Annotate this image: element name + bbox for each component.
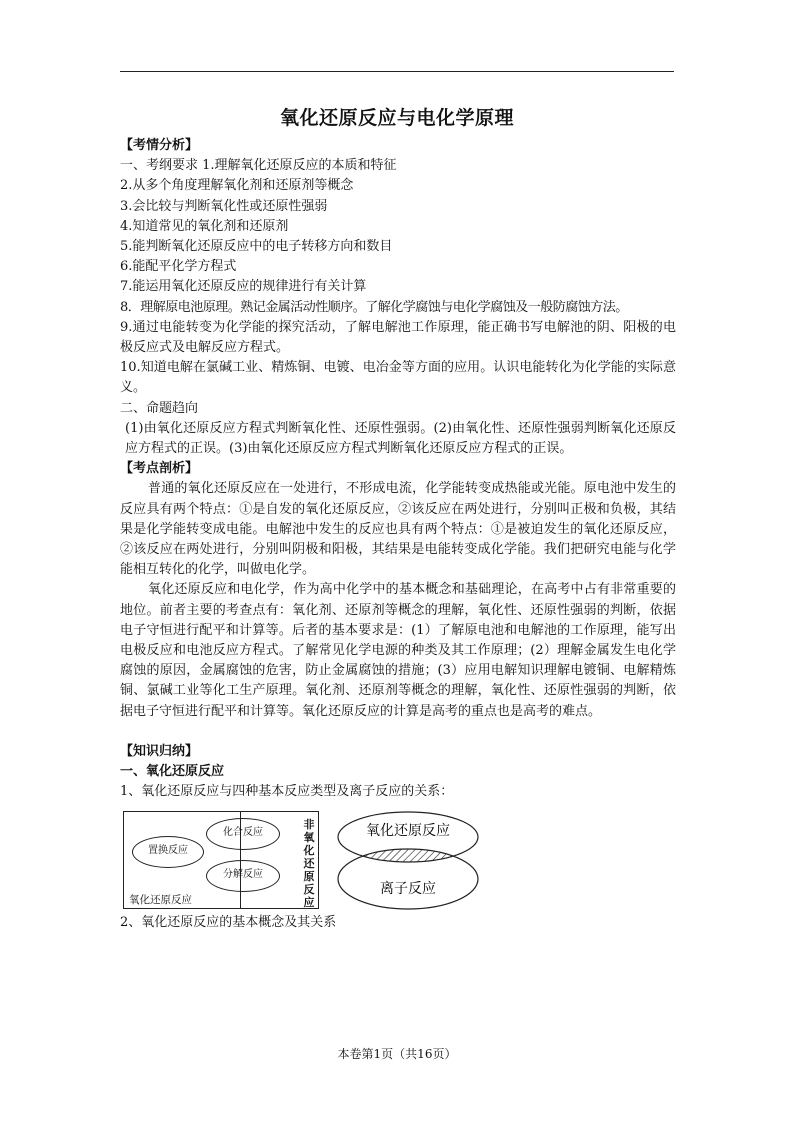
outline-item: 7.能运用氧化还原反应的规律进行有关计算: [120, 279, 367, 295]
relation-caption: 1、氧化还原反应与四种基本反应类型及离子反应的关系：: [120, 784, 454, 800]
page-title: 氧化还原反应与电化学原理: [279, 107, 514, 129]
non-redox-label: 非氧化还原反应: [303, 817, 315, 909]
combination-label: 化合反应: [223, 827, 263, 839]
outline-item: 6.能配平化学方程式: [120, 259, 237, 275]
decomposition-ellipse: [206, 860, 280, 892]
outline-item: 4.知道常见的氧化剂和还原剂: [120, 218, 289, 234]
points-paragraph-1: 普通的氧化还原反应在一处进行，不形成电流，化学能转变成热能或光能。原电池中发生的反应具有两个特点：①是自发的氧化还原反应，②该反应在两处进行，分别叫正极和负极，其结果是化学能转变成电能。电解池中发生的反应也具有两个特点：①是被迫发生的氧化还原反应，②该反应在两处进行，分别叫阴极和阳极，其结果是电能转变成化学能。我们把研究电能与化学能相互转化的化学，叫做电化学。: [120, 481, 676, 578]
outline-item: 一、考纲要求 1.理解氧化还原反应的本质和特征: [120, 158, 397, 174]
displacement-label: 置换反应: [148, 845, 188, 857]
points-paragraph-2: 氧化还原反应和电化学，作为高中化学中的基本概念和基础理论，在高考中占有非常重要的地位。前者主要的考查点有：氧化剂、还原剂等概念的理解，氧化性、还原性强弱的判断，依据电子守恒进行配平和计算等。后者的基本要求是：(1）了解原电池和电解池的工作原理，能写出电极反应和电池反应方程式。了解常见化学电源的种类及其工作原理；(2）理解金属发生电化学腐蚀的原因，金属腐蚀的危害，防止金属腐蚀的措施；(3）应用电解知识理解电镀铜、电解精炼铜、氯碱工业等化工生产原理。氧化剂、还原剂等概念的理解，氧化性、还原性强弱的判断，依据电子守恒进行配平和计算等。氧化还原反应的计算是高考的重点也是高考的难点。: [120, 582, 676, 719]
outline-list: [120, 156, 676, 297]
header-rule: [120, 71, 674, 72]
outline-item: 3.会比较与判断氧化性或还原性强弱: [120, 198, 328, 214]
trend-text: (1)由氧化还原反应方程式判断氧化性、还原性强弱。(2)由氧化性、还原性强弱判断氧化还原反应方程式的正误。(3)由氧化还原反应方程式判断氧化还原反应方程式的正误。: [125, 420, 676, 457]
redox-venn-label: 氧化还原反应: [366, 822, 450, 839]
outline-item: 5.能判断氧化还原反应中的电子转移方向和数目: [120, 239, 393, 255]
trend-header: 二、命题趋向: [120, 400, 199, 416]
decomposition-label: 分解反应: [223, 869, 263, 881]
ionic-venn-label: 离子反应: [380, 880, 436, 897]
outline-item: 2.从多个角度理解氧化剂和还原剂等概念: [120, 178, 354, 194]
points-header: 【考点剖析】: [120, 461, 199, 477]
page-footer: 本卷第1页（共16页）: [337, 1047, 457, 1061]
outline-item-10: 10.知道电解在氯碱工业、精炼铜、电镀、电冶金等方面的应用。认识电能转化为化学能的实际意义。: [120, 360, 676, 396]
displacement-ellipse: [132, 836, 204, 868]
combination-ellipse: [206, 818, 280, 850]
redox-region-label: 氧化还原反应: [129, 893, 192, 906]
analysis-header: 【考情分析】: [120, 138, 199, 153]
reaction-relation-figure: [120, 809, 676, 913]
redox-ionic-venn: [328, 809, 488, 913]
subsection-header: 一、氧化还原反应: [120, 764, 225, 780]
knowledge-header: 【知识归纳】: [120, 743, 199, 759]
outline-item-8: 8．理解原电池原理。熟记金属活动性顺序。了解化学腐蚀与电化学腐蚀及一般防腐蚀方法。: [120, 299, 628, 315]
document-body: [120, 136, 676, 933]
reaction-types-diagram: [123, 811, 319, 909]
concept-caption: 2、氧化还原反应的基本概念及其关系: [120, 914, 337, 930]
outline-item-9: 9.通过电能转变为化学能的探究活动，了解电解池工作原理，能正确书写电解池的阴、阳极的电极反应式及电解反应方程式。: [120, 319, 676, 356]
